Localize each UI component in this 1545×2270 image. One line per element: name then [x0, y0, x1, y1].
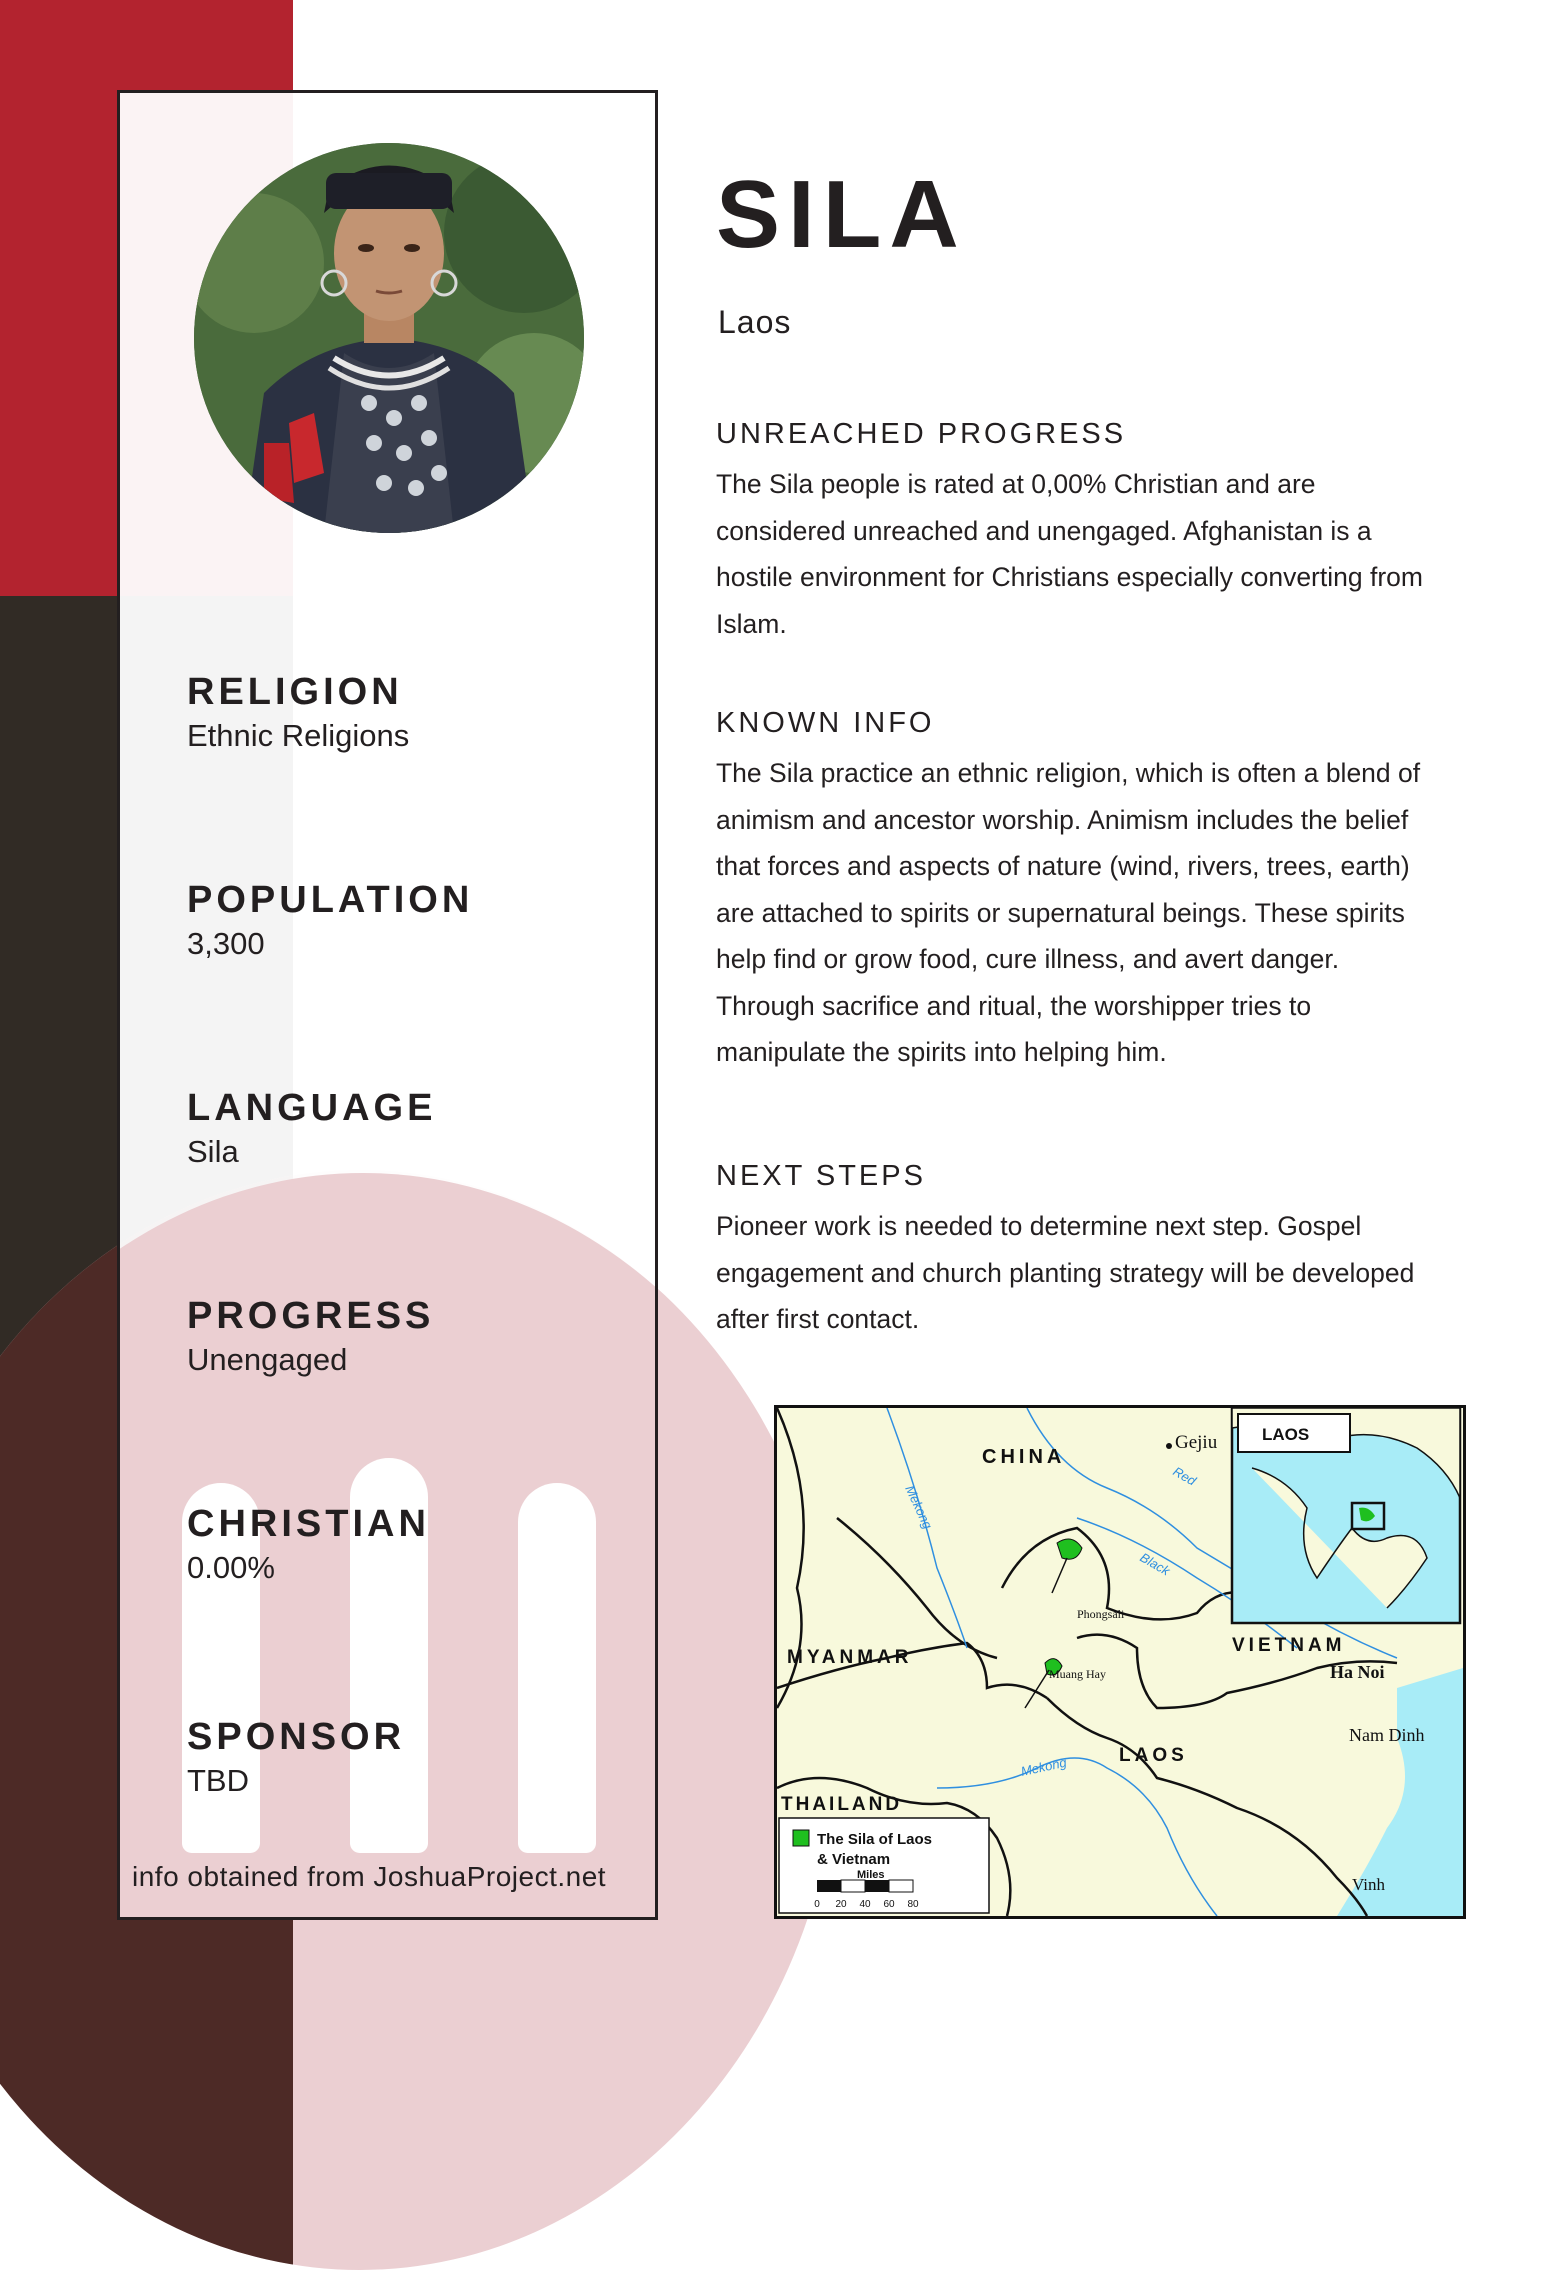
page-subtitle: Laos [718, 304, 792, 340]
label-vinh: Vinh [1352, 1875, 1385, 1894]
field-value: Unengaged [187, 1342, 348, 1377]
label-nam-dinh: Nam Dinh [1349, 1725, 1425, 1745]
field-language [187, 1087, 436, 1170]
page-title: SILA [716, 161, 967, 268]
scale-tick: 60 [883, 1899, 895, 1910]
section-text: The Sila practice an ethnic religion, which is often a blend of animism and ancestor worship. Animism includes the belief that forces and aspects of nature (wind, rivers, trees, earth) are attached to spirits or supernatural beings. These spirits help find or grow food, cure illness, and avert danger. Through sacrifice and ritual, the worshipper tries to manipulate the spirits into helping him. [716, 758, 1421, 1067]
field-value: 0.00% [187, 1550, 275, 1585]
field-label: RELIGION [187, 671, 403, 713]
section-heading: KNOWN INFO [716, 707, 935, 739]
decorative-pill [518, 1483, 596, 1853]
label-hanoi: Ha Noi [1330, 1662, 1385, 1682]
inset-label-laos: LAOS [1262, 1425, 1310, 1444]
section-heading: NEXT STEPS [716, 1160, 926, 1192]
portrait-photo [194, 143, 584, 533]
location-map [774, 1405, 1466, 1919]
info-card [117, 90, 658, 1920]
legend-line-2: & Vietnam [817, 1851, 891, 1868]
label-gejiu: Gejiu [1175, 1432, 1218, 1453]
scale-tick: 80 [907, 1899, 919, 1910]
label-myanmar: MYANMAR [787, 1647, 913, 1668]
scale-tick: 20 [835, 1899, 847, 1910]
label-muang-hay: Muang Hay [1049, 1667, 1106, 1681]
label-phongsali: Phongsali [1077, 1607, 1125, 1621]
field-value: Sila [187, 1134, 239, 1169]
field-label: POPULATION [187, 879, 474, 921]
legend-line-1: The Sila of Laos [817, 1831, 933, 1848]
label-red-river: Red [1170, 1463, 1199, 1489]
source-footnote: info obtained from JoshuaProject.net [132, 1861, 607, 1892]
label-vietnam: VIETNAM [1232, 1635, 1346, 1656]
field-value: Ethnic Religions [187, 718, 410, 753]
section-known-info [716, 707, 1436, 1076]
field-value: 3,300 [187, 926, 265, 961]
section-heading: UNREACHED PROGRESS [716, 418, 1127, 450]
scale-tick: 40 [859, 1899, 871, 1910]
section-unreached-progress [716, 418, 1436, 647]
section-next-steps [716, 1160, 1436, 1343]
label-thailand: THAILAND [781, 1794, 903, 1815]
scale-tick: 0 [814, 1899, 820, 1910]
label-black-river: Black [1137, 1549, 1173, 1579]
label-china: CHINA [982, 1446, 1066, 1468]
field-religion [187, 671, 409, 754]
field-progress [187, 1295, 434, 1378]
field-population [187, 879, 473, 962]
field-sponsor [187, 1716, 405, 1799]
scale-title: Miles [857, 1869, 885, 1881]
field-label: SPONSOR [187, 1716, 406, 1758]
field-label: CHRISTIAN [187, 1503, 430, 1545]
field-label: PROGRESS [187, 1295, 435, 1337]
label-mekong-river: Mekong [1019, 1754, 1068, 1779]
field-label: LANGUAGE [187, 1087, 437, 1129]
label-mekong-river: Mekong [902, 1482, 936, 1532]
section-text: Pioneer work is needed to determine next step. Gospel engagement and church planting strategy will be developed after first contact. [716, 1211, 1415, 1334]
field-value: TBD [187, 1763, 249, 1798]
field-christian [187, 1503, 430, 1586]
section-text: The Sila people is rated at 0,00% Christian and are considered unreached and unengaged. Afghanistan is a hostile environment for Christians especially converting from Islam. [716, 469, 1423, 639]
label-laos: LAOS [1119, 1745, 1188, 1766]
